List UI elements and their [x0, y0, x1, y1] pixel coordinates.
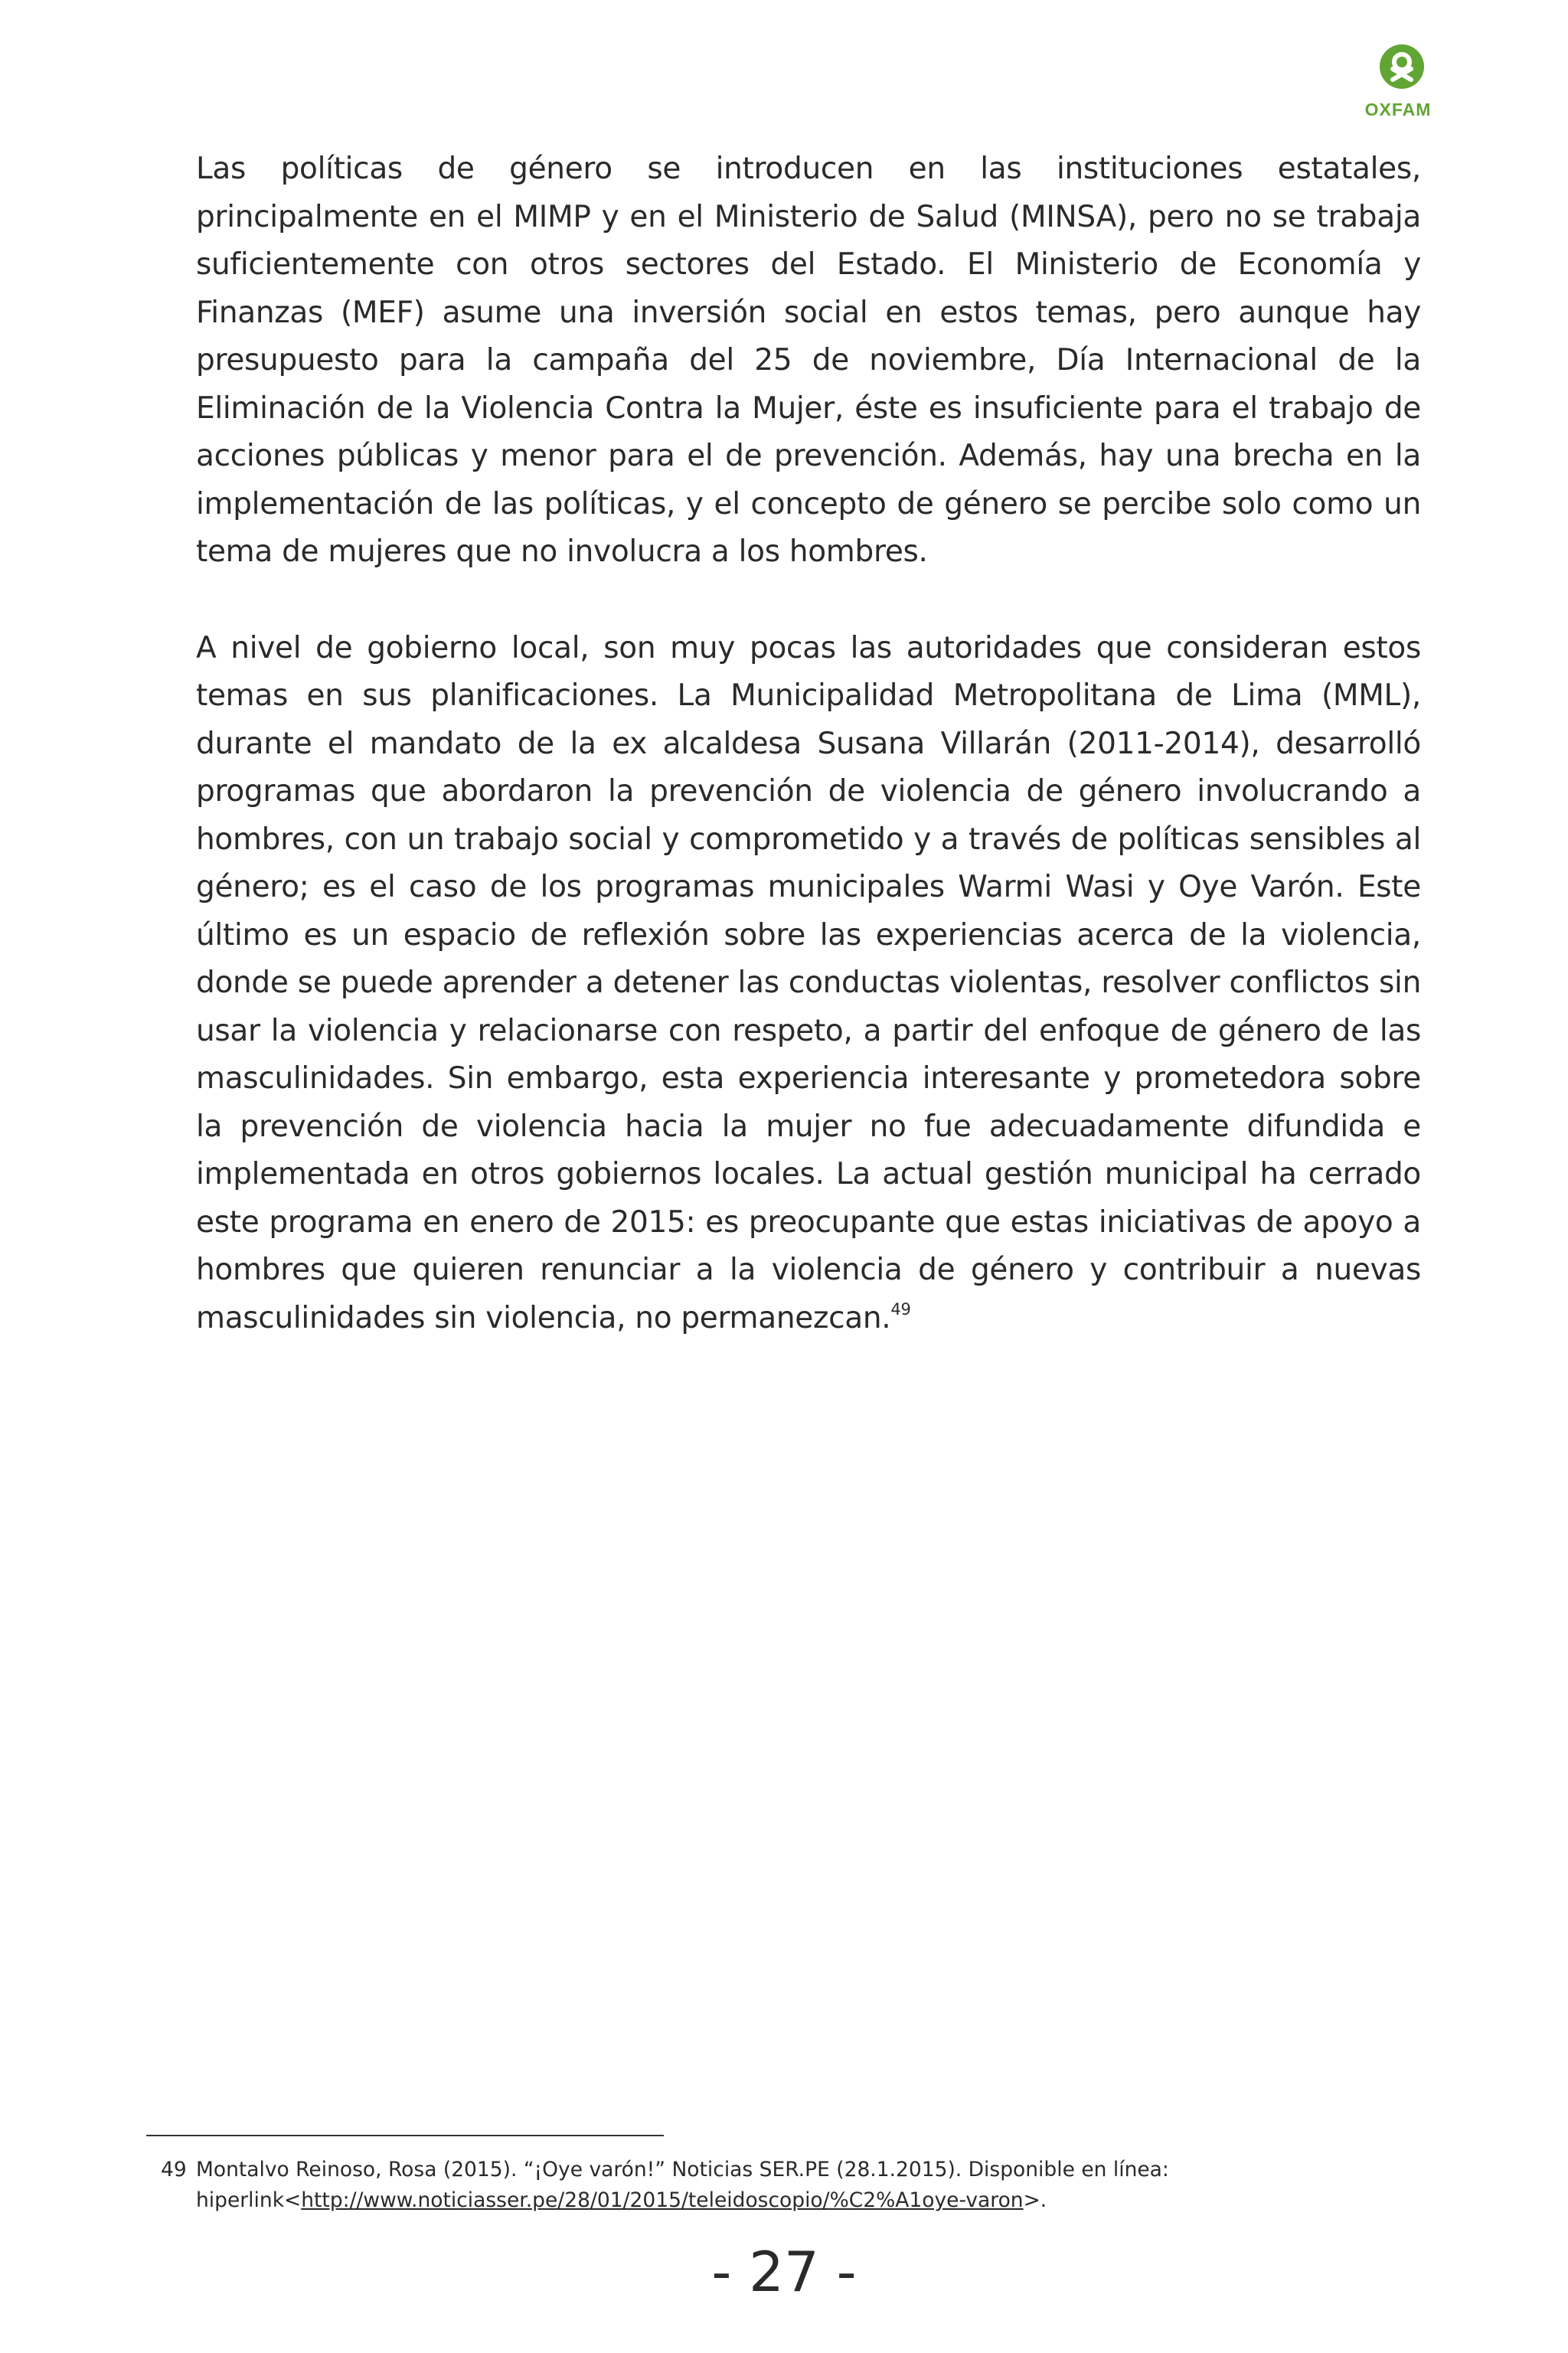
footnote-text: Montalvo Reinoso, Rosa (2015). “¡Oye varón!” Noticias SER.PE (28.1.2015). Disponible en línea: [196, 2158, 1169, 2181]
paragraph-2-text: A nivel de gobierno local, son muy pocas las autoridades que consideran estos temas en sus planificaciones. La Municipalidad Metropolitana de Lima (MML), durante el mandato de la ex alcaldesa Susana Villarán (2011-2014), desarrolló programas que abordaron la prevención de violencia de género involucrando a hombres, con un trabajo social y comprometido y a través de políticas sensibles al género; es el caso de los programas municipales Warmi Wasi y Oye Varón. Este último es un espacio de reflexión sobre las experiencias acerca de la violencia, donde se puede aprender a detener las conductas violentas, resolver conflictos sin usar la violencia y relacionarse con respeto, a partir del enfoque de género de las masculinidades. Sin embargo, esta experiencia interesante y prometedora sobre la prevención de violencia hacia la mujer no fue adecuadamente difundida e implementada en otros gobiernos locales. La actual gestión municipal ha cerrado este programa en enero de 2015: es preocupante que estas iniciativas de apoyo a hombres que quieren renunciar a la violencia de género y contribuir a nuevas masculinidades sin violencia, no permanezcan. [196, 630, 1421, 1335]
footnote-link-suffix: >. [1023, 2188, 1047, 2212]
oxfam-logo [1352, 44, 1444, 129]
oxfam-logo-icon [1380, 44, 1424, 89]
footnote-reference[interactable]: 49 [890, 1299, 911, 1319]
paragraph-1: Las políticas de género se introducen en las instituciones estatales, principalmente en el MIMP y en el Ministerio de Salud (MINSA), pero no se trabaja suficientemente con otros sectores del Estado. El Ministerio de Economía y Finanzas (MEF) asume una inversión social en estos temas, pero aunque hay presupuesto para la campaña del 25 de noviembre, Día Internacional de la Eliminación de la Violencia Contra la Mujer, éste es insuficiente para el trabajo de acciones públicas y menor para el de prevención. Además, hay una brecha en la implementación de las políticas, y el concepto de género se percibe solo como un tema de mujeres que no involucra a los hombres. [196, 152, 1421, 569]
footnote-link-line [196, 2185, 1432, 2216]
footnote-divider [146, 2135, 664, 2136]
page-number: - 27 - [711, 2240, 857, 2304]
footnote-link[interactable]: http://www.noticiasser.pe/28/01/2015/teleidoscopio/%C2%A1oye-varon [301, 2188, 1024, 2212]
oxfam-logo-text: OXFAM [1364, 100, 1432, 119]
main-text [196, 145, 1421, 1342]
footnote-link-prefix: hiperlink< [196, 2188, 302, 2212]
footnote [161, 2155, 1432, 2216]
paragraph-2 [196, 625, 1421, 1343]
footnote-number: 49 [161, 2158, 187, 2181]
